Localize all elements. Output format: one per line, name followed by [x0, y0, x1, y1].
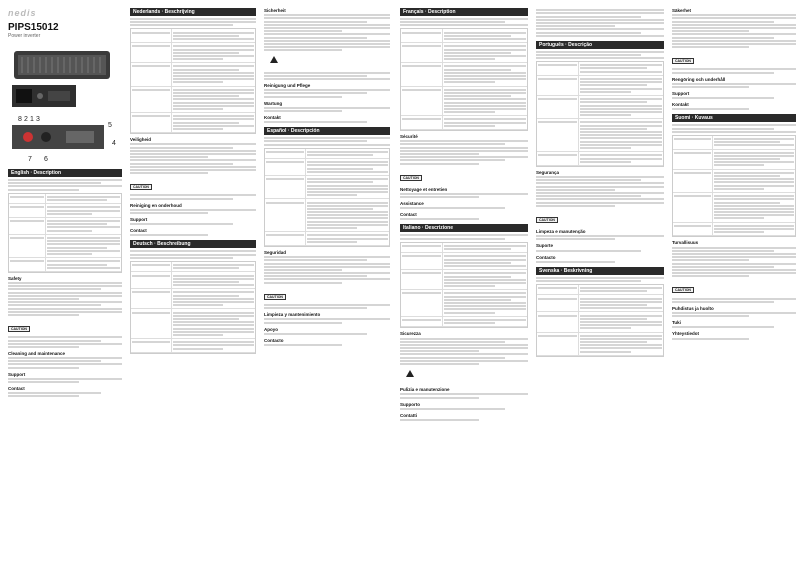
it-pulizia-heading: Pulizia e manutenzione	[400, 387, 450, 393]
caution-label-fr: CAUTION	[400, 175, 422, 181]
column-3	[264, 8, 390, 560]
brand-logo: nedis	[8, 8, 37, 18]
nl-spec-table	[130, 28, 256, 134]
fi-yhteystiedot-heading: Yhteystiedot	[672, 331, 700, 337]
inverter-image	[8, 45, 122, 165]
fr-nettoyage-heading: Nettoyage et entretien	[400, 186, 448, 192]
en-spec-table	[8, 193, 122, 273]
fr-assistance-heading: Assistance	[400, 201, 424, 207]
nl-veiligheid-heading: Veiligheid	[130, 137, 152, 143]
es-seguridad-heading: Seguridad	[264, 249, 287, 255]
column-6	[672, 8, 796, 560]
caution-label-es: CAUTION	[264, 294, 286, 300]
column-2	[130, 8, 256, 560]
fr-description-header: Français · Description	[400, 8, 528, 16]
callout-2: 2	[24, 116, 28, 123]
pt-description-header: Português · Descrição	[536, 41, 664, 49]
es-limpieza-heading: Limpieza y mantenimiento	[264, 312, 321, 318]
nl-support-heading: Support	[130, 217, 148, 222]
warning-triangle-icon-it	[406, 370, 414, 377]
sv-description-header: Svenska · Beskrivning	[536, 267, 664, 275]
callout-8: 8	[18, 116, 22, 123]
sv-rengoring-heading: Rengöring och underhåll	[672, 76, 726, 82]
caution-label: CAUTION	[8, 326, 30, 332]
column-5	[536, 8, 664, 560]
it-sicurezza-heading: Sicurezza	[400, 331, 421, 337]
es-spec-table	[264, 148, 390, 247]
column-1	[8, 8, 122, 560]
nl-description-header: Nederlands · Beschrijving	[130, 8, 256, 16]
nl-contact-heading: Contact	[130, 228, 147, 234]
it-description-header: Italiano · Descrizione	[400, 224, 528, 232]
sv-spec-table	[536, 284, 664, 357]
callout-6: 6	[44, 156, 48, 163]
callout-7: 7	[28, 156, 32, 163]
pt-suporte-heading: Suporte	[536, 243, 554, 249]
de-kontakt-heading: Kontakt	[264, 114, 281, 120]
fi-tuki-heading: Tuki	[672, 320, 681, 326]
pt-seguranca-heading: Segurança	[536, 169, 560, 175]
caution-label-fi: CAUTION	[672, 287, 694, 293]
en-safety-heading: Safety	[8, 275, 22, 281]
es-apoyo-heading: Apoyo	[264, 326, 278, 332]
fi-spec-table	[672, 135, 796, 238]
warning-triangle-icon	[270, 56, 278, 63]
sv-sakerhet-heading: Säkerhet	[672, 8, 692, 13]
en-description-header: English · Description	[8, 169, 122, 177]
callout-4: 4	[112, 140, 116, 147]
caution-label-nl: CAUTION	[130, 184, 152, 190]
caution-label-sv: CAUTION	[672, 58, 694, 64]
fi-description-header: Suomi · Kuvaus	[672, 114, 796, 122]
fr-contact-heading: Contact	[400, 212, 417, 218]
fi-turvallisuus-heading: Turvallisuus	[672, 240, 699, 246]
callout-3: 3	[36, 116, 40, 123]
it-supporto-heading: Supporto	[400, 401, 420, 407]
caution-label-pt: CAUTION	[536, 217, 558, 223]
fr-spec-table	[400, 28, 528, 131]
fi-puhdistus-heading: Puhdistus ja huolto	[672, 305, 714, 311]
pt-contacto-heading: Contacto	[536, 254, 556, 260]
en-contact-heading: Contact	[8, 386, 25, 391]
de-wartung-heading: Wartung	[264, 100, 283, 106]
de-description-header: Deutsch · Beschreibung	[130, 240, 256, 248]
fr-securite-heading: Sécurité	[400, 134, 418, 139]
en-cleaning-heading: Cleaning and maintenance	[8, 350, 66, 356]
en-support-heading: Support	[8, 371, 26, 377]
de-reinigung-heading: Reinigung und Pflege	[264, 83, 311, 88]
model-number: PIPS15012	[8, 22, 59, 33]
product-subtitle: Power inverter	[8, 33, 41, 39]
callout-1: 1	[30, 116, 34, 123]
it-contatti-heading: Contatti	[400, 412, 417, 418]
de-sicherheit-heading: Sicherheit	[264, 8, 286, 13]
es-description-header: Español · Descripción	[264, 127, 390, 135]
column-4	[400, 8, 528, 560]
sv-kontakt-heading: Kontakt	[672, 102, 689, 108]
pt-spec-table	[536, 61, 664, 167]
pt-limpeza-heading: Limpeza e manutenção	[536, 228, 586, 234]
callout-5: 5	[108, 122, 112, 129]
product-illustration	[8, 45, 122, 165]
de-spec-table	[130, 261, 256, 354]
it-spec-table	[400, 242, 528, 329]
es-contacto-heading: Contacto	[264, 337, 284, 343]
nl-reiniging-heading: Reiniging en onderhoud	[130, 202, 182, 208]
sv-support-heading: Support	[672, 91, 690, 96]
